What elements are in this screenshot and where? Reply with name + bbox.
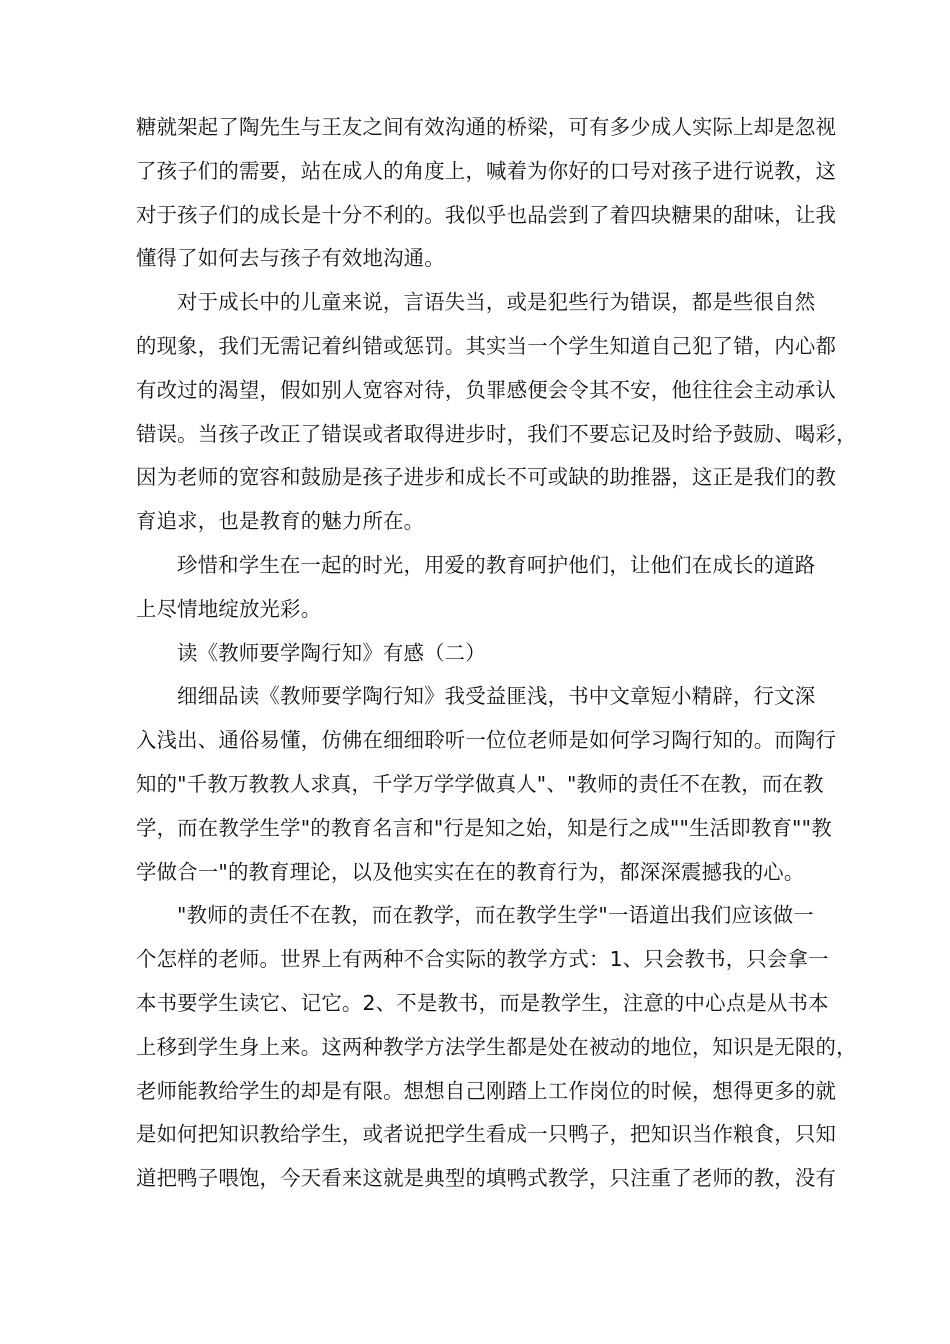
- text-line: 上移到学生身上来。这两种教学方法学生都是处在被动的地位，知识是无限的，: [136, 1034, 857, 1059]
- text-line: 了孩子们的需要，站在成人的角度上，喊着为你好的口号对孩子进行说教，这: [136, 158, 837, 183]
- text-line: 个怎样的老师。世界上有两种不合实际的教学方式：1、只会教书，只会拿一: [136, 947, 829, 972]
- text-line: 入浅出、通俗易懂，仿佛在细细聆听一位位老师是如何学习陶行知的。而陶行: [136, 728, 837, 753]
- text-line: 学，而在教学生学"的教育名言和"行是知之始，知是行之成""生活即教育""教: [136, 815, 832, 840]
- text-line: 老师能教给学生的却是有限。想想自己刚踏上工作岗位的时候，想得更多的就: [136, 1078, 837, 1103]
- paragraph-first-line: 细细品读《教师要学陶行知》我受益匪浅，书中文章短小精辟，行文深: [177, 684, 816, 709]
- text-line: 知的"千教万教教人求真，千学万学学做真人"、"教师的责任不在教，而在教: [136, 771, 824, 796]
- text-line: 的现象，我们无需记着纠错或惩罚。其实当一个学生知道自己犯了错，内心都: [136, 333, 837, 358]
- text-line: 有改过的渴望，假如别人宽容对待，负罪感便会令其不安，他往往会主动承认: [136, 377, 837, 402]
- text-line: 本书要学生读它、记它。2、不是教书，而是教学生，注意的中心点是从书本: [136, 990, 829, 1015]
- text-line: 学做合一"的教育理论，以及他实实在在的教育行为，都深深震撼我的心。: [136, 859, 805, 884]
- paragraph-first-line: 对于成长中的儿童来说，言语失当，或是犯些行为错误，都是些很自然: [177, 290, 816, 315]
- text-line: 错误。当孩子改正了错误或者取得进步时，我们不要忘记及时给予鼓励、喝彩，: [136, 421, 857, 446]
- paragraph-first-line: "教师的责任不在教，而在教学，而在教学生学"一语道出我们应该做一: [177, 903, 814, 928]
- text-line: 育追求，也是教育的魅力所在。: [136, 509, 425, 534]
- text-line: 对于孩子们的成长是十分不利的。我似乎也品尝到了着四块糖果的甜味，让我: [136, 202, 837, 227]
- text-line: 懂得了如何去与孩子有效地沟通。: [136, 246, 445, 271]
- text-line: 道把鸭子喂饱，今天看来这就是典型的填鸭式教学，只注重了老师的教，没有: [136, 1166, 837, 1191]
- document-body: [136, 106, 857, 1201]
- text-line: 上尽情地绽放光彩。: [136, 596, 322, 621]
- text-line: 因为老师的宽容和鼓励是孩子进步和成长不可或缺的助推器，这正是我们的教: [136, 465, 837, 490]
- paragraph-first-line: 珍惜和学生在一起的时光，用爱的教育呵护他们，让他们在成长的道路: [177, 552, 816, 577]
- text-line: 是如何把知识教给学生，或者说把学生看成一只鸭子，把知识当作粮食，只知: [136, 1122, 837, 1147]
- section-heading: 读《教师要学陶行知》有感（二）: [177, 640, 486, 665]
- text-line: 糖就架起了陶先生与王友之间有效沟通的桥梁，可有多少成人实际上却是忽视: [136, 115, 837, 139]
